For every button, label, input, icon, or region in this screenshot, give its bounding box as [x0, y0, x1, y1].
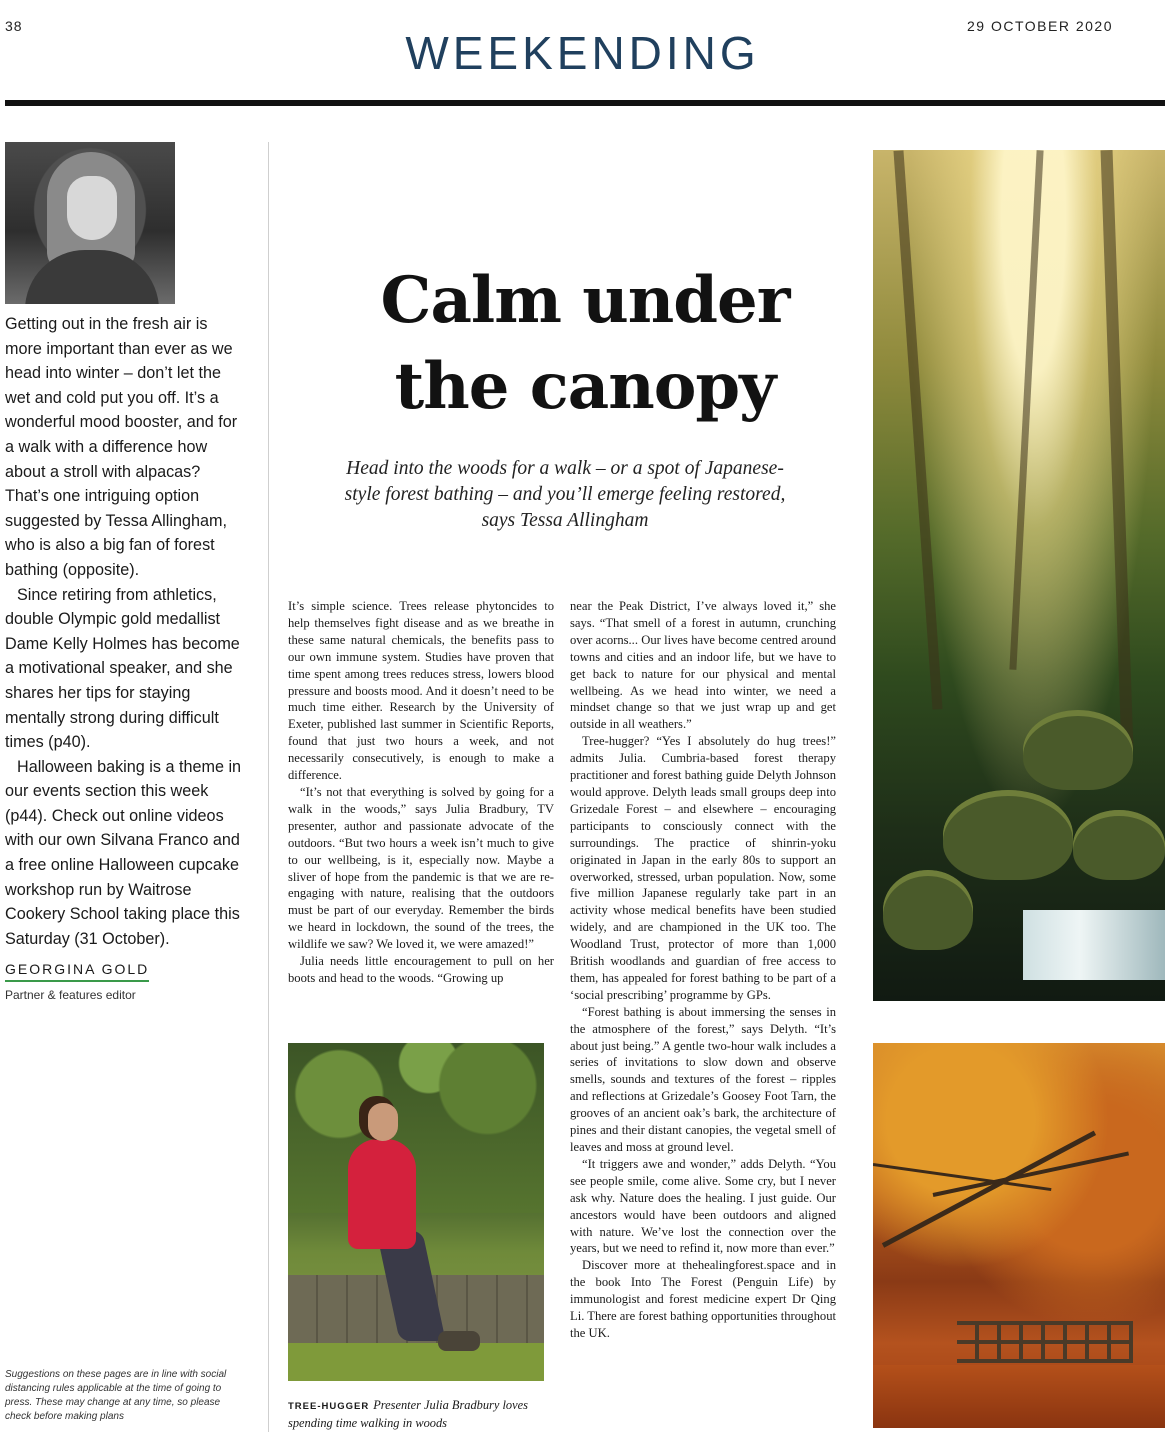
- article-standfirst: Head into the woods for a walk – or a spot of Japanese-style forest bathing – and you’ll emerge feeling restored, says Tessa Allingham: [344, 458, 786, 531]
- editor-letter: [5, 312, 245, 951]
- issue-date: 29 OCTOBER 2020: [967, 18, 1113, 34]
- headline-line-1: Calm under: [380, 263, 790, 338]
- editor-sidebar: [5, 142, 245, 1002]
- editor-portrait: [5, 142, 175, 304]
- body-paragraph: “It’s not that everything is solved by going for a walk in the woods,” says Julia Bradbury, TV presenter, author and passionate advocate of the outdoors. “But two hours a week isn’t much to give to our wellbeing, is it, especially now. Maybe a sliver of hope from the pandemic is that we are re-engaging with nature, realising that the outdoors must be part of our everyday. Remember the birds we heard in lockdown, the sound of the trees, the wildlife we saw? We loved it, we were amazed!”: [288, 784, 554, 952]
- column-divider: [268, 142, 269, 1432]
- autumn-woodland-photo: [873, 1043, 1165, 1428]
- editor-name: GEORGINA GOLD: [5, 961, 149, 982]
- article-column-1: [288, 598, 554, 987]
- body-paragraph: Julia needs little encouragement to pull on her boots and head to the woods. “Growing up: [288, 954, 554, 985]
- editor-paragraph: Since retiring from athletics, double Olympic gold medallist Dame Kelly Holmes has become a motivational speaker, and she shares her tips for staying mentally strong during difficult times (p40).: [5, 585, 240, 752]
- photo-caption: [288, 1397, 568, 1431]
- body-paragraph: “It triggers awe and wonder,” adds Delyth. “You see people smile, come alive. Some cry, but I never ask why. Nature does the healing. I just guide. Our ancestors would have been outdoors and aligned with nature. We’ve lost the connection over the years, but we need to refind it, now more than ever.”: [570, 1156, 836, 1256]
- body-paragraph: Tree-hugger? “Yes I absolutely do hug trees!” admits Julia. Cumbria-based forest therapy practitioner and forest bathing guide Delyth Johnson would approve. Delyth leads small groups deep into Grizedale Forest – and elsewhere – encouraging participants to consciously connect with the surroundings. The practice of shinrin-yoku originated in Japan in the early 80s to support an overworked, stressed, urban population. Now, some five million Japanese regularly take part in an activity whose medical benefits have been studied widely, and are championed in the UK too. The Woodland Trust, protector of more than 1,000 British woodlands and guardian of free access to them, has appealed for forest bathing to be part of a ‘social prescribing’ programme by GPs.: [570, 734, 836, 1002]
- section-title: WEEKENDING: [405, 27, 760, 79]
- editor-role: Partner & features editor: [5, 988, 136, 1003]
- caption-kicker: TREE-HUGGER: [288, 1401, 370, 1412]
- body-paragraph: It’s simple science. Trees release phytoncides to help themselves fight disease and as we breathe in these same natural chemicals, the benefits pass to our own immune system. Studies have proven that time spent among trees reduces stress, lowers blood pressure and boosts mood. And it doesn’t need to be much time either. Research by the University of Exeter, published last summer in Scientific Reports, found that just two hours a week, and not necessarily consecutively, is enough to make a difference.: [288, 599, 554, 783]
- distancing-disclaimer: Suggestions on these pages are in line with social distancing rules applicable at the time of going to press. These may change at any time, so please check before making plans: [5, 1369, 227, 1422]
- masthead-rule: [5, 100, 1165, 106]
- editor-paragraph: Halloween baking is a theme in our events section this week (p44). Check out online videos with our own Silvana Franco and a free online Halloween cupcake workshop run by Waitrose Cookery School taking place this Saturday (31 October).: [5, 757, 242, 948]
- caption-text: Presenter Julia Bradbury loves spending time walking in woods: [288, 1398, 528, 1430]
- forest-stream-photo: [873, 150, 1165, 1001]
- editor-paragraph: Getting out in the fresh air is more important than ever as we head into winter – don’t let the wet and cold put you off. It’s a wonderful mood booster, and for a walk with a difference how about a stroll with alpacas? That’s one intriguing option suggested by Tessa Allingham, who is also a big fan of forest bathing (opposite).: [5, 315, 238, 579]
- body-paragraph: Discover more at thehealingforest.space and in the book Into The Forest (Penguin Life) by immunologist and forest medicine expert Dr Qing Li. There are forest bathing opportunities throughout the UK.: [570, 1258, 836, 1340]
- julia-bradbury-photo: [288, 1043, 544, 1381]
- article-headline: [360, 258, 810, 430]
- article-column-2: [570, 598, 836, 1342]
- body-paragraph: “Forest bathing is about immersing the senses in the atmosphere of the forest,” says Delyth. “It’s about just being.” A gentle two-hour walk includes a series of invitations to slow down and observe smells, sounds and textures of the forest – ripples and reflections at Grizedale’s Goosey Foot Tarn, the grooves of an ancient oak’s bark, the architecture of pines and their distant canopies, the vegetal smell of leaves and moss at ground level.: [570, 1004, 836, 1154]
- headline-line-2: the canopy: [394, 349, 776, 424]
- page-number: 38: [5, 18, 23, 34]
- body-paragraph: near the Peak District, I’ve always loved it,” she says. “That smell of a forest in autumn, crunching over acorns... Our lives have become centred around towns and cities and an indoor life, but we have to get back to nature for our physical and mental wellbeing. As we head into winter, we need a mindset change so that we just wrap up and get outside in all weathers.”: [570, 599, 836, 732]
